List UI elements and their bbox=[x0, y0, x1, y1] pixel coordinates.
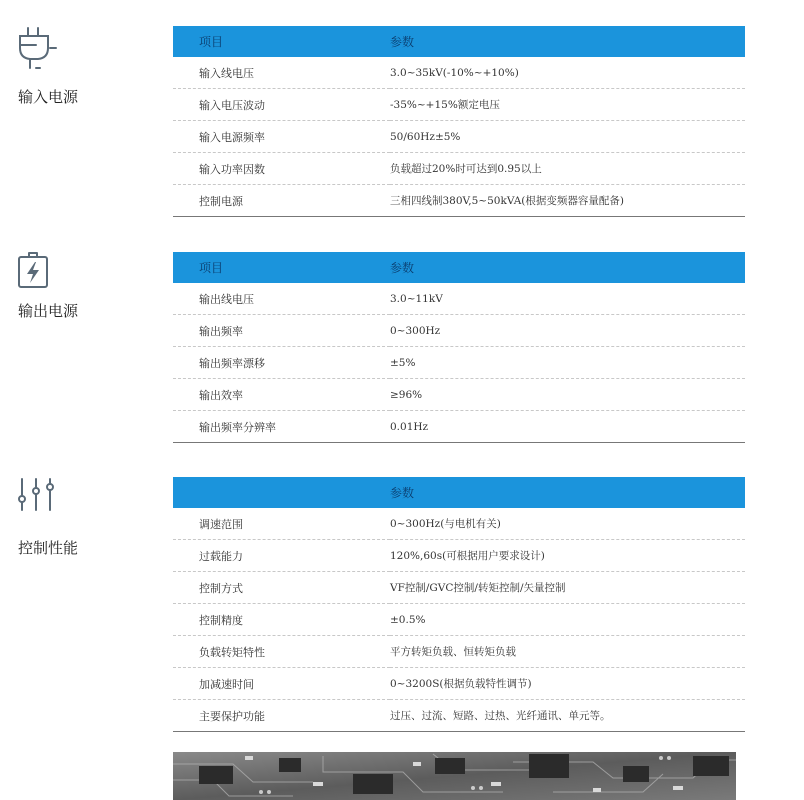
row-value: 120%,60s(可根据用户要求设计) bbox=[390, 540, 745, 572]
row-value: 0.01Hz bbox=[390, 411, 745, 443]
row-value: VF控制/GVC控制/转矩控制/矢量控制 bbox=[390, 572, 745, 604]
row-value: 过压、过流、短路、过热、光纤通讯、单元等。 bbox=[390, 700, 745, 732]
table-row bbox=[173, 315, 745, 347]
row-label: 控制方式 bbox=[173, 572, 390, 604]
table-row bbox=[173, 57, 745, 89]
table-row bbox=[173, 121, 745, 153]
power-plug-icon bbox=[18, 26, 58, 66]
row-label: 控制电源 bbox=[173, 185, 390, 217]
table-row bbox=[173, 185, 745, 217]
row-value: ±5% bbox=[390, 347, 745, 379]
section-title: 输入电源 bbox=[18, 88, 79, 106]
row-value: 3.0~11kV bbox=[390, 283, 745, 315]
header-param: 参数 bbox=[390, 477, 745, 508]
row-label: 输出频率分辨率 bbox=[173, 411, 390, 443]
row-label: 输入电源频率 bbox=[173, 121, 390, 153]
table-row bbox=[173, 604, 745, 636]
row-label: 加减速时间 bbox=[173, 668, 390, 700]
row-value: 0~3200S(根据负载特性调节) bbox=[390, 668, 745, 700]
header-param: 参数 bbox=[390, 252, 745, 283]
header-item: 项目 bbox=[173, 26, 390, 57]
table-row bbox=[173, 283, 745, 315]
spec-table bbox=[173, 252, 745, 443]
table-row bbox=[173, 508, 745, 540]
row-value: 三相四线制380V,5~50kVA(根据变频器容量配备) bbox=[390, 185, 745, 217]
table-row bbox=[173, 540, 745, 572]
circuit-board-photo bbox=[173, 752, 736, 800]
table-row bbox=[173, 411, 745, 443]
row-label: 输出效率 bbox=[173, 379, 390, 411]
table-header bbox=[173, 477, 745, 508]
table-row bbox=[173, 379, 745, 411]
header-item bbox=[173, 477, 390, 508]
spec-table bbox=[173, 477, 745, 732]
sliders-icon bbox=[18, 477, 58, 517]
row-value: 0~300Hz(与电机有关) bbox=[390, 508, 745, 540]
row-value: 负载超过20%时可达到0.95以上 bbox=[390, 153, 745, 185]
battery-bolt-icon bbox=[18, 252, 58, 292]
row-label: 输入功率因数 bbox=[173, 153, 390, 185]
section-title: 控制性能 bbox=[18, 539, 79, 557]
section-title: 输出电源 bbox=[18, 302, 79, 320]
row-label: 控制精度 bbox=[173, 604, 390, 636]
row-label: 主要保护功能 bbox=[173, 700, 390, 732]
row-label: 输出线电压 bbox=[173, 283, 390, 315]
table-row bbox=[173, 153, 745, 185]
row-value: ±0.5% bbox=[390, 604, 745, 636]
row-value: 50/60Hz±5% bbox=[390, 121, 745, 153]
header-item: 项目 bbox=[173, 252, 390, 283]
row-label: 过载能力 bbox=[173, 540, 390, 572]
table-row bbox=[173, 89, 745, 121]
table-row bbox=[173, 347, 745, 379]
row-label: 输入线电压 bbox=[173, 57, 390, 89]
row-value: 平方转矩负载、恒转矩负载 bbox=[390, 636, 745, 668]
row-value: 0~300Hz bbox=[390, 315, 745, 347]
row-value: -35%~+15%额定电压 bbox=[390, 89, 745, 121]
row-value: 3.0~35kV(-10%~+10%) bbox=[390, 57, 745, 89]
row-label: 负载转矩特性 bbox=[173, 636, 390, 668]
row-label: 输出频率漂移 bbox=[173, 347, 390, 379]
row-label: 输出频率 bbox=[173, 315, 390, 347]
row-label: 调速范围 bbox=[173, 508, 390, 540]
table-row bbox=[173, 700, 745, 732]
row-label: 输入电压波动 bbox=[173, 89, 390, 121]
table-header bbox=[173, 26, 745, 57]
table-header bbox=[173, 252, 745, 283]
table-row bbox=[173, 636, 745, 668]
header-param: 参数 bbox=[390, 26, 745, 57]
table-row bbox=[173, 572, 745, 604]
row-value: ≥96% bbox=[390, 379, 745, 411]
spec-table bbox=[173, 26, 745, 217]
table-row bbox=[173, 668, 745, 700]
